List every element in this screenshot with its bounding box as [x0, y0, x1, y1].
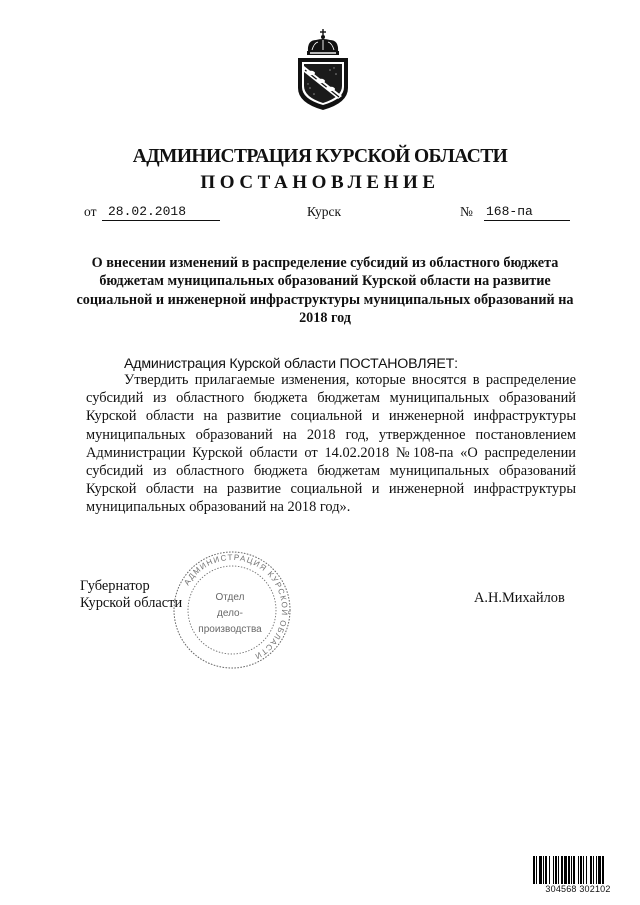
date-prefix: от — [84, 204, 97, 219]
stamp-line3: производства — [198, 624, 262, 635]
barcode-bar — [573, 856, 575, 886]
barcode-bar — [593, 856, 594, 886]
barcode-bar — [596, 856, 597, 886]
barcode-bar — [539, 856, 542, 886]
barcode-bar — [543, 856, 544, 886]
stamp-line2: дело- — [217, 608, 243, 619]
stamp-line1: Отдел — [215, 592, 245, 603]
organization-title: АДМИНИСТРАЦИЯ КУРСКОЙ ОБЛАСТИ — [132, 146, 508, 167]
barcode-bar — [598, 856, 601, 886]
document-city: Курск — [307, 204, 342, 219]
barcode-bar — [555, 856, 557, 886]
barcode-bar — [602, 856, 604, 886]
stamp-outer-text: АДМИНИСТРАЦИЯ КУРСКОЙ ОБЛАСТИ — [182, 552, 290, 662]
preamble: Администрация Курской области ПОСТАНОВЛЯЕТ: — [124, 356, 458, 372]
barcode-bar — [564, 856, 567, 886]
document-number: 168-па — [484, 204, 570, 221]
barcode-bar — [545, 856, 547, 886]
document-type: ПОСТАНОВЛЕНИЕ — [200, 172, 440, 193]
barcode-bar — [583, 856, 584, 886]
document-date: 28.02.2018 — [102, 204, 220, 221]
barcode-bar — [580, 856, 582, 886]
crown-icon — [307, 29, 339, 55]
barcode-bar — [568, 856, 570, 886]
body-paragraph: Утвердить прилагаемые изменения, которые вносятся в распределение субсидий из областного бюджета бюджетам муниципальных образований Курской области на развитие социальной и инженерной инфраструктуры муниципальных образований на 2018 год, утвержденное постановлением Администрации Курской области от 14.02.2018 №108-па «О распределении субсидий из областного бюджета бюджетам муниципальных образований Курской области на развитие социальной и инженерной инфраструктуры муниципальных образований на 2018 год». — [86, 372, 576, 516]
barcode-bar — [536, 856, 537, 886]
barcode-bar — [558, 856, 559, 886]
barcode-bar — [586, 856, 587, 886]
coat-of-arms-icon — [294, 28, 352, 112]
barcode-bar — [571, 856, 572, 886]
round-stamp-icon — [170, 548, 294, 672]
barcode-bar — [590, 856, 592, 886]
signatory-title-line2: Курской области — [80, 595, 183, 611]
document-subject: О внесении изменений в распределение субсидий из областного бюджета бюджетам муниципальных образований Курской области на развитие социальной и инженерной инфраструктуры муниципальных образований на 2018 год — [76, 255, 574, 326]
barcode-number: 304568 302102 — [532, 884, 624, 894]
number-prefix: № — [460, 204, 473, 219]
barcode-bar — [549, 856, 550, 886]
barcode-bar — [533, 856, 535, 886]
barcode-bar — [561, 856, 563, 886]
signatory-name: А.Н.Михайлов — [474, 590, 565, 606]
barcode-bar — [553, 856, 554, 886]
signatory-title-line1: Губернатор — [80, 578, 150, 594]
barcode-bar — [578, 856, 579, 886]
signatory-title — [80, 578, 182, 612]
